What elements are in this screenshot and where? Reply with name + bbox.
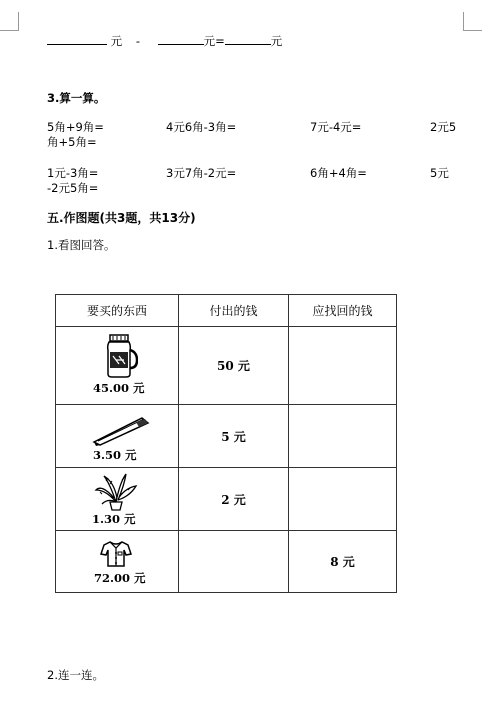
item-cell <box>56 468 179 531</box>
item-price: 72.00 元 <box>94 571 146 585</box>
calc-item: 6角+4角= <box>310 166 367 180</box>
calc-item: 7元-4元= <box>310 120 362 134</box>
column-header: 付出的钱 <box>179 295 289 327</box>
paid-amount: 2 元 <box>179 468 289 531</box>
item-price: 3.50 元 <box>93 448 137 462</box>
calc-item-wrap: 角+5角= <box>47 135 97 149</box>
unit-text: 元= <box>203 34 225 48</box>
shopping-table <box>55 294 397 593</box>
change-amount: 8 元 <box>289 531 397 593</box>
table-row <box>56 468 397 531</box>
paid-amount: 5 元 <box>179 405 289 468</box>
change-answer-cell[interactable] <box>289 405 397 468</box>
item-cell <box>56 405 179 468</box>
question-3-title: 3.算一算。 <box>47 91 106 105</box>
pen-icon <box>92 414 152 446</box>
item-price: 1.30 元 <box>92 512 136 526</box>
calc-item: 5元 <box>430 166 449 180</box>
unit-text: 元 <box>270 34 283 48</box>
top-fill-line <box>47 33 282 49</box>
minus-sign: - <box>135 34 140 48</box>
page-corner-mark-left <box>0 12 19 31</box>
table-header-row <box>56 295 397 327</box>
item-cell <box>56 531 179 593</box>
calc-item: 2元5 <box>430 120 457 134</box>
item-cell <box>56 327 179 405</box>
answer-blank[interactable] <box>225 33 271 45</box>
change-answer-cell[interactable] <box>289 327 397 405</box>
unit-text: 元 <box>110 34 123 48</box>
section-5-title: 五.作图题(共3题，共13分) <box>47 211 196 225</box>
column-header: 要买的东西 <box>56 295 179 327</box>
shirt-icon <box>100 540 132 568</box>
item-price: 45.00 元 <box>93 381 145 395</box>
calc-item: 1元-3角= <box>47 166 99 180</box>
jar-icon <box>104 334 138 378</box>
table-row <box>56 327 397 405</box>
column-header: 应找回的钱 <box>289 295 397 327</box>
answer-blank[interactable] <box>158 33 204 45</box>
page-corner-mark-right <box>463 12 482 31</box>
table-row <box>56 531 397 593</box>
question-2-title: 2.连一连。 <box>47 668 104 682</box>
paid-amount-blank[interactable] <box>179 531 289 593</box>
calc-item-wrap: -2元5角= <box>47 181 99 195</box>
calc-item: 3元7角-2元= <box>166 166 237 180</box>
table-row <box>56 405 397 468</box>
calc-item: 5角+9角= <box>47 120 104 134</box>
paid-amount: 50 元 <box>179 327 289 405</box>
answer-blank[interactable] <box>47 33 107 45</box>
plant-icon <box>92 472 140 512</box>
question-1-title: 1.看图回答。 <box>47 238 116 252</box>
change-answer-cell[interactable] <box>289 468 397 531</box>
calc-item: 4元6角-3角= <box>166 120 237 134</box>
